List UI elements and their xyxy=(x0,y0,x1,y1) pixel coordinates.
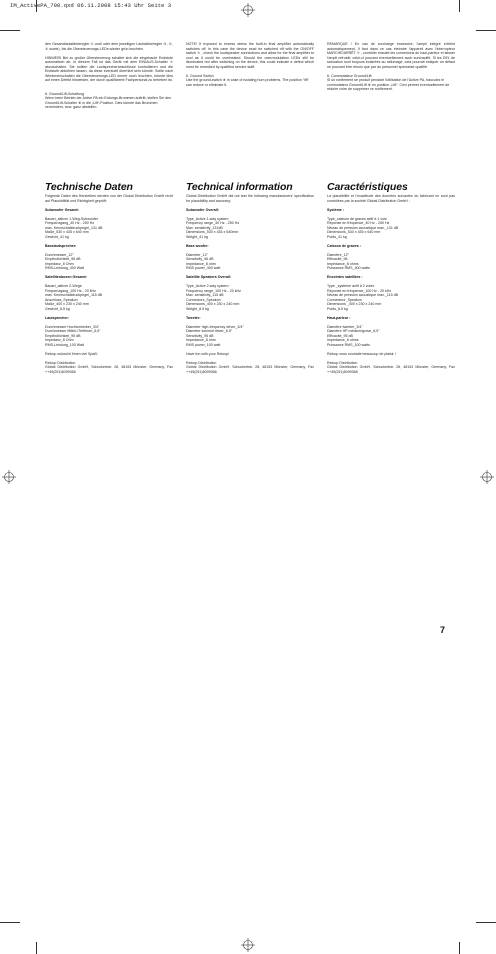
spec-line: Type_Active 1-way system xyxy=(186,216,229,221)
crop-mark xyxy=(36,0,37,12)
spec-line: Type _système actif à 2 voies xyxy=(327,284,375,288)
spec-line: Diameter high-frequency driver_3/4" xyxy=(186,324,244,329)
spec-line: Efficacité_96 xyxy=(327,257,348,261)
spec-line: Gewicht_41 kg xyxy=(45,234,69,239)
spec-line: Bauart_aktiver 2-Wege xyxy=(45,284,82,288)
distributor-name: Reloop Distribution xyxy=(186,360,217,365)
spec-line: Efficacité_95 dB xyxy=(327,333,353,338)
paragraph: HINWEIS! Bei zu großer Übersteuerung schaltet sich die eingebaute Endstufe automatisch ab. In diesem Fall ist das Gerät mit dem EIN/AUS-Schalter ⑦ abzuschalten. Sie sollten die Lautsprecheranschlüsse kontrollieren und die Endstufe abkühlen lassen, da diese eventuell überhitzt sein könnte. Sollte nach Wiedereinschalten die Übersteuerungs-LED immer noch leuchten, könnte dies auf einen Defekt hinweisen, der durch qualifizierte Fachpersonal zu beheben ist. xyxy=(45,55,173,82)
spec-heading: Bass woofer: xyxy=(186,243,209,248)
spec-list xyxy=(186,253,314,271)
spec-heading: Satellitenboxen Gesamt: xyxy=(45,275,87,279)
spec-list xyxy=(45,284,173,311)
spec-line: Frequenzgang_100 Hz - 20 kHz xyxy=(45,288,96,293)
crop-mark xyxy=(459,0,460,12)
spec-line: Durchmesser Hochtontreiber_3/4" xyxy=(45,324,100,329)
spec-list xyxy=(45,217,173,240)
spec-line: max. Kennschalldruckpegel_131 dB xyxy=(45,225,103,230)
french-specs-column xyxy=(327,182,455,374)
spec-line: Gewicht_8,5 kg xyxy=(45,306,70,311)
german-intro-column xyxy=(45,42,173,114)
paragraph: den Gesamtlautstärkeregler ① und/ oder dem jeweiligen Lautstärkeregler ③, ④, ⑤ sowie), bis die Übersteuerungs-LEDs wieder grün leuchten. xyxy=(45,42,173,51)
spec-line: Poids_41 kg xyxy=(327,234,347,239)
spec-list xyxy=(186,217,314,240)
spec-heading: Haut-parleur : xyxy=(327,315,351,320)
spec-line: Anschluss_Speakon xyxy=(45,297,78,302)
spec-line: Réponse en fréquence_100 Hz - 20 kHz xyxy=(327,288,392,293)
spec-line: Type_caisson de graves actif à 1 voie xyxy=(327,216,387,221)
spec-line: Durchmesser Mittel-/Tieftöner_6,5" xyxy=(45,329,101,333)
distributor-address: Global Distribution GmbH, Schuckertstr. 28, 48153 Münster, Germany, Fax ++49(251)6099368 xyxy=(45,365,173,374)
registration-mark-icon xyxy=(241,3,255,17)
specs-title: Caractéristiques xyxy=(327,181,408,193)
specs-intro: La plausibilité et l'exactitude des données suivantes du fabricant ne sont pas contrôlées par la société Global Distribution GmbH : xyxy=(327,194,455,203)
closing-line: Reloop wünscht Ihnen viel Spaß! xyxy=(45,351,98,356)
french-intro-column xyxy=(327,42,455,96)
distributor-name: Reloop Distribution xyxy=(327,360,358,365)
spec-heading: Tweeter: xyxy=(186,315,201,320)
spec-line: Connecteur_Speakon xyxy=(327,297,362,302)
english-specs-column xyxy=(186,182,314,374)
spec-list xyxy=(186,284,314,311)
spec-line: Frequency range_40 Hz - 250 Hz xyxy=(186,221,240,225)
section-heading: 6. Ground/Lift-Schaltung xyxy=(45,91,84,96)
spec-line: Impedanz_8 Ohm xyxy=(45,261,74,266)
spec-list xyxy=(45,253,173,271)
paragraph: REMARQUE ! En cas de surcharge excessive, l'ampli intégré s'éteint automatiquement. Il faut dans ce cas éteindre l'appareil avec l'interrupteur MARCHE/ARRÊT ⑦ , contrôler ensuite les connexions du haut-parleur et laisser l'ampli refroidir, celui-ci pouvant éventuellement avoir surchauffé. Si les DEL de saturation sont toujours éclairées au rallumage, cela pourrait indiquer un défaut ne pouvant être résolu que par du personnel spécialisé qualifié. xyxy=(327,42,455,69)
spec-line: Weight_41 kg xyxy=(186,234,208,239)
spec-line: Diamètre tweeter_3/4" xyxy=(327,324,363,329)
crop-mark xyxy=(0,30,20,31)
specs-intro: Global Distribution GmbH did not test the following manufacturers’ specification for plausibility and accuracy: xyxy=(186,194,314,203)
paragraph: Use the ground-switch ⑧ in case of isolating hum problems. The position “lift” can reduce or eliminate it. xyxy=(186,78,309,87)
english-intro-column xyxy=(186,42,314,92)
spec-line: RMS power_400 watt xyxy=(186,266,221,270)
specs-intro: Folgende Daten des Herstellers werden von der Global Distribution GmbH nicht auf Plausibilität und Richtigkeit geprüft: xyxy=(45,194,173,203)
spec-line: Impédance_8 ohms xyxy=(327,338,359,342)
spec-list xyxy=(45,325,173,348)
spec-line: Niveau de pression acoustique max._131 dB xyxy=(327,225,399,230)
spec-line: Frequenzgang_40 Hz - 250 Hz xyxy=(45,221,95,225)
crop-mark xyxy=(476,922,496,923)
spec-line: Réponse en fréquence_40 Hz - 250 Hz xyxy=(327,221,390,225)
paragraph: NOTE! If exposed to excess stress the built-in final amplifier automatically switches off. In this case the device must be switched off with the ON/OFF switch ⑦ , check the loudspeaker connections and allow for the final amplifier to cool as it could be overheated. Should the overmodulation LEDs still be illuminated red after switching on the device, this could indicate a defect which must be remedied by qualified service staff. xyxy=(186,42,314,69)
spec-line: Type_Active 2-way system xyxy=(186,284,229,288)
spec-line: Impedance_8 ohm xyxy=(186,338,216,342)
specs-title: Technische Daten xyxy=(45,181,133,193)
spec-list xyxy=(186,325,314,348)
spec-line: Max. sensitivity_115 dB xyxy=(186,293,224,297)
spec-heading: Caisson de graves : xyxy=(327,243,361,248)
spec-line: Maße_530 x 435 x 640 mm xyxy=(45,230,89,234)
registration-mark-icon xyxy=(480,470,494,484)
spec-line: Sensitivity_96 dB xyxy=(186,257,214,261)
closing-line: Reloop vous souhaite beaucoup de plaisir ! xyxy=(327,351,396,356)
spec-list xyxy=(327,217,455,240)
spec-list xyxy=(327,284,455,311)
spec-line: Connectors_Speakon xyxy=(186,297,221,302)
paragraph: Wenn beim Betrieb der Active PA ein Erdungs-Brummen auftritt, stellen Sie den Ground/Lift-Schalter ⑧ in die „Lift“-Position. Dies könnte das Brummen vermindern, bzw. ganz abstellen. xyxy=(45,96,172,109)
paragraph: Si un ronflement se produit pendant l'utilisation de l'Active PA, basculez le commutateur Ground/Lift ⑧ en position „Lift“. Ceci permet éventuellement de réduire voire de supprimer ce ronflement. xyxy=(327,78,450,91)
spec-line: Impédance_8 ohms xyxy=(327,261,359,266)
german-specs-column xyxy=(45,182,173,374)
spec-line: Dimensions_400 x 230 x 240 mm xyxy=(186,302,240,306)
crop-mark xyxy=(459,942,460,954)
spec-line: Impedance_8 ohm xyxy=(186,261,216,266)
spec-line: RMS-Leistung_400 Watt xyxy=(45,266,85,270)
spec-heading: Subwoofer Gesamt: xyxy=(45,207,79,212)
section-heading: 6. Ground Switch xyxy=(186,73,214,78)
closing-line: Have fun with your Reloop! xyxy=(186,351,230,356)
spec-line: Sensitivity_95 dB xyxy=(186,333,214,338)
spec-heading: Lautsprecher: xyxy=(45,315,69,320)
spec-list xyxy=(327,325,455,348)
crop-mark xyxy=(36,942,37,954)
spec-list xyxy=(327,253,455,271)
spec-line: Diamètre HP médium/grave_6,5" xyxy=(327,329,380,333)
distributor-name: Reloop Distribution xyxy=(45,360,76,365)
specs-title: Technical information xyxy=(186,181,293,193)
spec-line: Diamètre_12" xyxy=(327,252,349,257)
spec-line: Empfindlichkeit_95 dB xyxy=(45,333,81,338)
spec-line: Impedanz_8 Ohm xyxy=(45,338,74,342)
spec-heading: Subwoofer Overall: xyxy=(186,207,219,212)
spec-line: Niveau de pression acoustique max._115 dB xyxy=(327,293,399,297)
crop-mark xyxy=(476,30,496,31)
spec-line: Weight_8.5 kg xyxy=(186,306,209,311)
page-number: 7 xyxy=(440,625,446,635)
section-heading: 6. Commutateur Ground/Lift xyxy=(327,73,372,78)
spec-line: Max. sensitivity_131dB xyxy=(186,225,223,230)
spec-line: Dimensions_530 x 435 x 640 mm xyxy=(327,230,381,234)
spec-line: Poids_8,5 kg xyxy=(327,306,348,311)
spec-line: RMS power_100 watt xyxy=(186,342,221,347)
spec-line: RMS-Leistung_100 Watt xyxy=(45,342,85,347)
spec-line: Empfindlichkeit_96 dB xyxy=(45,257,81,261)
spec-heading: Système : xyxy=(327,207,344,212)
spec-line: Diameter low/mid driver_6.5" xyxy=(186,329,233,333)
spec-line: Bauart_aktiver 1-Weg-Subwoofer xyxy=(45,216,99,221)
spec-line: Durchmesser_12" xyxy=(45,252,74,257)
spec-line: Puissance RMS_400 watts xyxy=(327,266,370,270)
registration-mark-icon xyxy=(241,938,255,952)
spec-line: Dimensions_530 x 435 x 640mm xyxy=(186,230,239,234)
distributor-address: Global Distribution GmbH, Schuckertstr. 28, 48153 Münster, Germany, Fax ++49(251)6099368 xyxy=(327,365,455,374)
spec-heading: Basslautsprecher: xyxy=(45,243,77,248)
spec-line: Maße_400 x 230 x 240 mm xyxy=(45,302,89,306)
distributor-address: Global Distribution GmbH, Schuckertstr. 28, 48153 Münster, Germany, Fax ++49(251)6099368 xyxy=(186,365,314,374)
spec-line: Diameter_12" xyxy=(186,252,208,257)
spec-heading: Enceintes satellites : xyxy=(327,275,363,279)
registration-mark-icon xyxy=(2,470,16,484)
spec-line: Frequency range_100 Hz - 20 kHz xyxy=(186,288,241,293)
crop-mark xyxy=(0,922,20,923)
spec-line: Dimensions _400 x 230 x 240 mm xyxy=(327,302,382,306)
spec-line: max. Kennschalldruckpegel_115 dB xyxy=(45,293,103,297)
spec-heading: Satellite Speakers Overall: xyxy=(186,275,232,279)
spec-line: Puissance RMS_100 watts xyxy=(327,342,370,347)
print-slug: IM_ActivePA_700.qxd 06.11.2008 15:43 Uhr Seite 3 xyxy=(10,2,172,9)
